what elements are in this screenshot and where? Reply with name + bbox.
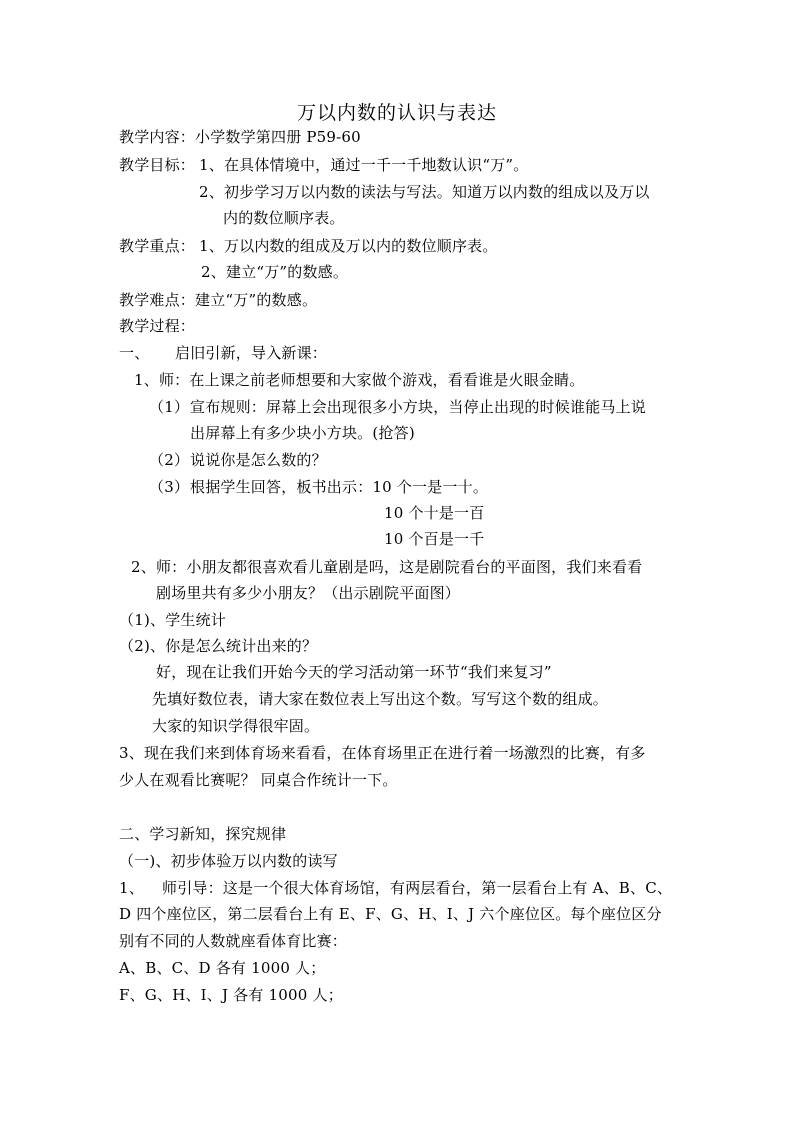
- step-1-sub-3-text: 根据学生回答，板书出示：10 个一是一十。: [190, 478, 489, 496]
- step-1-sub-2-number: （2）: [149, 451, 190, 469]
- process-label: 教学过程：: [119, 317, 196, 335]
- section-2-line-2: D 四个座位区，第二层看台上有 E、F、G、H、I、J 六个座位区。每个座位区分: [119, 905, 662, 923]
- section-2-line-4: A、B、C、D 各有 1000 人；: [119, 959, 326, 977]
- step-3-line-1: 3、现在我们来到体育场来看看，在体育场里正在进行着一场激烈的比赛，有多: [119, 744, 646, 762]
- section-2-sub-heading: （一)、初步体验万以内数的读写: [119, 852, 338, 870]
- section-2-line-1: 师引导：这是一个很大体育场馆，有两层看台，第一层看台上有 A、B、C、: [162, 879, 673, 897]
- goals-label: 教学目标：: [119, 156, 196, 174]
- section-1-number: 一、: [119, 344, 150, 362]
- step-1-sub-1-line-1: 宣布规则：屏幕上会出现很多小方块，当停止出现的时候谁能马上说: [190, 398, 647, 416]
- step-2-line-1: 2、师：小朋友都很喜欢看儿童剧是吗，这是剧院看台的平面图，我们来看看: [131, 558, 643, 576]
- section-2-item-number: 1、: [119, 879, 144, 897]
- step-1-sub-1-line-2: 出屏幕上有多少块小方块。(抢答): [190, 424, 415, 442]
- goal-item-2-line-2: 内的数位顺序表。: [223, 209, 345, 227]
- step-2-paragraph-3: 大家的知识学得很牢固。: [152, 717, 320, 735]
- key-point-2: 2、建立“万”的数感。: [201, 263, 349, 281]
- step-2-sub-2: （2)、你是怎么统计出来的？: [119, 637, 318, 655]
- section-2-line-5: F、G、H、I、J 各有 1000 人；: [119, 986, 343, 1004]
- step-1-text: 1、师：在上课之前老师想要和大家做个游戏，看看谁是火眼金睛。: [134, 371, 585, 389]
- step-2-line-2: 剧场里共有多少小朋友？（出示剧院平面图）: [156, 584, 461, 602]
- teaching-difficulty: 教学难点：建立“万”的数感。: [119, 291, 318, 309]
- step-2-paragraph-1: 好，现在让我们开始今天的学习活动第一环节“我们来复习”: [156, 663, 552, 681]
- section-2-line-3: 别有不同的人数就座看体育比赛：: [119, 932, 348, 950]
- step-2-sub-1: （1)、学生统计: [119, 611, 226, 629]
- step-1-sub-3-number: （3）: [149, 478, 190, 496]
- step-2-paragraph-2: 先填好数位表，请大家在数位表上写出这个数。写写这个数的组成。: [152, 690, 609, 708]
- goal-item-2-line-1: 2、初步学习万以内数的读法与写法。知道万以内数的组成以及万以: [199, 183, 650, 201]
- board-line-3: 10 个百是一千: [384, 530, 485, 548]
- step-1-sub-2-text: 说说你是怎么数的？: [190, 451, 327, 469]
- step-1-sub-1-number: （1）: [149, 398, 190, 416]
- board-line-2: 10 个十是一百: [384, 504, 485, 522]
- section-2-heading: 二、学习新知，探究规律: [119, 825, 287, 843]
- key-point-1: 1、万以内数的组成及万以内的数位顺序表。: [199, 237, 498, 255]
- section-1-heading: 启旧引新，导入新课：: [175, 344, 328, 362]
- teaching-content: 教学内容：小学数学第四册 P59-60: [119, 128, 361, 146]
- step-3-line-2: 少人在观看比赛呢？ 同桌合作统计一下。: [119, 771, 398, 789]
- key-points-label: 教学重点：: [119, 237, 196, 255]
- document-title: 万以内数的认识与表达: [296, 102, 497, 124]
- goal-item-1: 1、在具体情境中，通过一千一千地数认识“万”。: [199, 156, 529, 174]
